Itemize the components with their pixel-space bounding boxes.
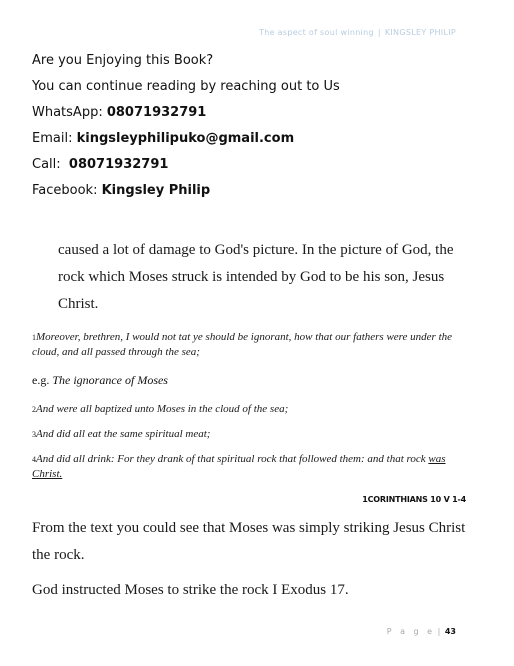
- running-header: [259, 28, 456, 37]
- example-label: e.g.: [32, 373, 50, 387]
- whatsapp-label: WhatsApp:: [32, 105, 107, 120]
- header-title: The aspect of soul winning: [259, 28, 374, 37]
- intro-paragraph: caused a lot of damage to God's picture. In the picture of God, the rock which Moses struck is intended by God to be his son, Jesus Christ.: [58, 242, 454, 312]
- example-note: [32, 373, 168, 388]
- verse-2-number: 2: [32, 405, 36, 414]
- email-label: Email:: [32, 131, 77, 146]
- promo-facebook: [32, 178, 340, 204]
- page-number: 43: [444, 627, 456, 636]
- promo-line-2: You can continue reading by reaching out to Us: [32, 79, 340, 94]
- verse-4-underlined: was Christ.: [32, 453, 446, 480]
- promo-block: [32, 48, 340, 204]
- header-author: KINGSLEY PHILIP: [384, 28, 456, 37]
- header-separator: |: [377, 28, 381, 37]
- verse-1: [32, 330, 462, 360]
- example-text: The ignorance of Moses: [49, 373, 168, 387]
- page-footer: [387, 627, 456, 636]
- verse-4-text: And did all drink: For they drank of that spiritual rock that followed them: and that rock: [36, 453, 429, 465]
- call-number[interactable]: 08071932791: [68, 157, 169, 172]
- facebook-label: Facebook:: [32, 183, 102, 198]
- scripture-reference: 1CORINTHIANS 10 V 1-4: [362, 495, 466, 504]
- verse-2-text: And were all baptized unto Moses in the cloud of the sea;: [36, 403, 289, 415]
- paragraph-3: God instructed Moses to strike the rock I Exodus 17.: [32, 582, 349, 598]
- footer-separator: |: [437, 627, 441, 636]
- call-label: Call:: [32, 157, 69, 172]
- facebook-name[interactable]: Kingsley Philip: [101, 183, 211, 198]
- verse-3-text: And did all eat the same spiritual meat;: [36, 428, 211, 440]
- promo-line-1: Are you Enjoying this Book?: [32, 53, 214, 68]
- promo-email: [32, 126, 340, 152]
- verse-4-number: 4: [32, 455, 36, 464]
- email-address[interactable]: kingsleyphilipuko@gmail.com: [76, 131, 295, 146]
- verse-1-number: 1: [32, 333, 36, 342]
- verse-4: [32, 452, 462, 482]
- verse-2: [32, 402, 462, 417]
- promo-whatsapp: [32, 100, 340, 126]
- verse-3-number: 3: [32, 430, 36, 439]
- page-label: P a g e: [386, 627, 436, 636]
- verse-3: [32, 427, 462, 442]
- verse-1-text: Moreover, brethren, I would not tat ye should be ignorant, how that our fathers were under the cloud, and all passed through the sea;: [32, 331, 453, 358]
- paragraph-2: From the text you could see that Moses was simply striking Jesus Christ the rock.: [32, 520, 466, 563]
- promo-call: [32, 152, 340, 178]
- whatsapp-number[interactable]: 08071932791: [106, 105, 207, 120]
